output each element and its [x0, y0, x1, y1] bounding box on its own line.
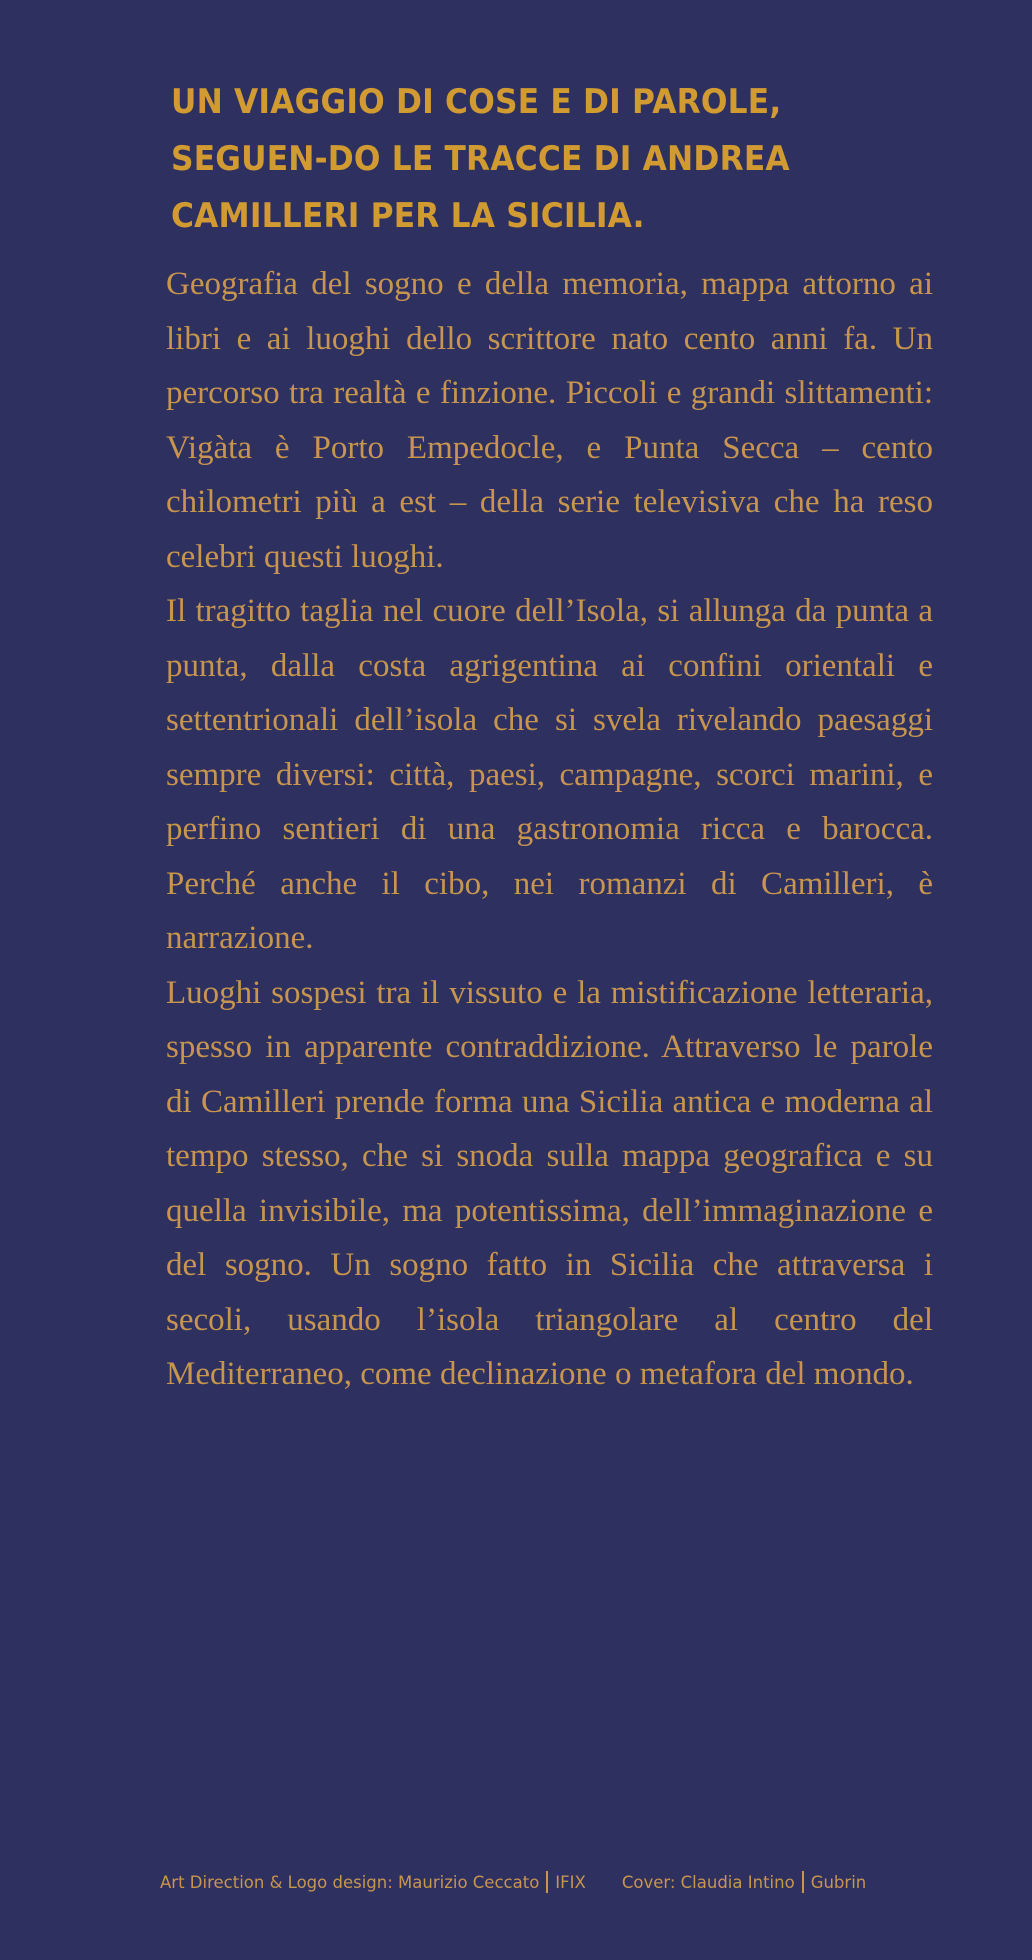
- cover-studio-credit: Gubrin: [810, 1873, 867, 1892]
- paragraph-3: Luoghi sospesi tra il vissuto e la mistificazione letteraria, spesso in apparente contraddizione. Attraverso le parole di Camilleri prende forma una Sicilia antica e moderna al tempo stesso, che si snoda sulla mappa geografica e su quella invisibile, ma potentissima, dell’immaginazione e del sogno. Un sogno fatto in Sicilia che attraversa i secoli, usando l’isola triangolare al centro del Mediterraneo, come declinazione o metafora del mondo.: [166, 974, 933, 1392]
- cover-text-block: [166, 74, 933, 1402]
- credits-line: [160, 1870, 940, 1896]
- credit-separator: [802, 1871, 804, 1893]
- paragraph-2: Il tragitto taglia nel cuore dell’Isola, si allunga da punta a punta, dalla costa agrigentina ai confini orientali e settentrionali dell’isola che si svela rivelando paesaggi sempre diversi: città, paesi, campagne, scorci marini, e perfino sentieri di una gastronomia ricca e barocca. Perché anche il cibo, nei romanzi di Camilleri, è narrazione.: [166, 593, 933, 956]
- body-text: [166, 257, 933, 1402]
- cover-credit: Cover: Claudia Intino: [621, 1873, 795, 1892]
- art-studio-credit: IFIX: [555, 1873, 586, 1892]
- credit-separator: [546, 1871, 548, 1893]
- headline: UN VIAGGIO DI COSE E DI PAROLE, SEGUEN-DO LE TRACCE DI ANDREA CAMILLERI PER LA SICILIA.: [171, 82, 790, 236]
- paragraph-1: Geografia del sogno e della memoria, mappa attorno ai libri e ai luoghi dello scrittore nato cento anni fa. Un percorso tra realtà e finzione. Piccoli e grandi slittamenti: Vigàta è Porto Empedocle, e Punta Secca – cento chilometri più a est – della serie televisiva che ha reso celebri questi luoghi.: [166, 266, 933, 575]
- art-direction-credit: Art Direction & Logo design: Maurizio Ceccato: [160, 1873, 540, 1892]
